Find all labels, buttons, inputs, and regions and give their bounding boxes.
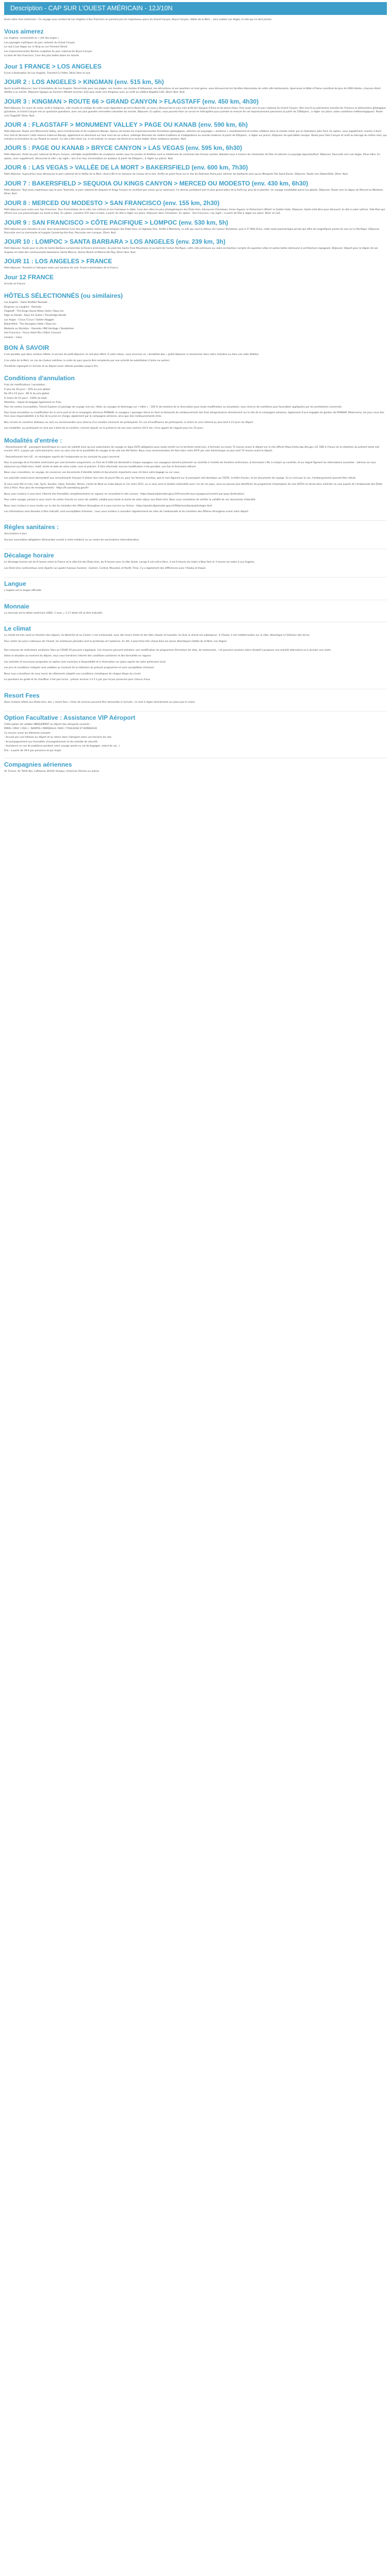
climat-heading: Le climat (4, 622, 387, 634)
assistance-paragraph: PARIS ( ORLY / CDG ) - NANTES / MARSEILLE / NICE / TOULOUSE ET BORDEAUX (4, 727, 97, 731)
banner-title: Description - CAP SUR L'OUEST AMÉRICAIN - 12J/10N (10, 5, 173, 12)
formalites-paragraph: Pour votre voyage, pensez à vous munir de cartes d'accès en cours de validité, valable pour toute la durée de votre séjour aux États-Unis. Nous vous conseillons de vérifier la validité de vos documents d'identité. (4, 499, 256, 502)
decalage-heading: Décalage horaire (4, 549, 387, 561)
bon-savoir-heading: BON À SAVOIR (4, 344, 50, 352)
conditions-paragraph: À moins de 15 jours : 100% du total. (4, 397, 48, 400)
day-title: JOUR 7 : BAKERSFIELD > SEQUOIA OU KINGS CANYON > MERCED OU MODESTO (env. 430 km, 6h30) (4, 179, 308, 187)
day-text: Petit-déjeuner. Transfert à l'aéroport selon vos horaires de vols. Envol à destination de la France. (4, 267, 119, 270)
day-block (4, 120, 387, 141)
formalites-paragraph: Pour le passage de la frontière américaine par voie terrestre uniquement, un frais de 6 USD est demandé à chaque voyageur. Les voyageurs doivent présenter au contrôle à l'entrée de frontière américaine, le formulaire I-94, à remplir au contrôle, et sur lequel figurent les informations suivantes : adresse où vous séjournez aux États-Unis, motif, durée et date de votre visite, nom et prénom. À titre informatif, aucune modification n'est possible, une fois le formulaire délivré. (4, 462, 376, 468)
highlight-item: Les paysages mythiques du parc national du Grand Canyon (4, 41, 75, 44)
highlights-list (4, 37, 387, 58)
covid-paragraph: Le pourboire du guide et du chauffeur n'est pas inclus : prévoir environ 3 à 5 $ par jour et par personne pour chacun d'eux. (4, 679, 151, 682)
covid-paragraph: Des mesures de restrictions sanitaires liées au COVID-19 peuvent s'appliquer. Ces mesures peuvent entraîner une modification du programme (fermeture de sites, de restaurants...) et peuvent conduire notre réceptif à proposer une activité alternative ou à annuler une visite. (4, 649, 332, 652)
formalites-paragraph: Nous vous conseillons, en voyage, de conserver vos documents d'identité, billets et documents importants sous clé dans votre bagage ou sur vous. (4, 471, 180, 474)
day-block (4, 163, 387, 176)
day-title: JOUR 6 : LAS VEGAS > VALLÉE DE LA MORT > BAKERSFIELD (env. 600 km, 7h30) (4, 164, 248, 172)
day-block (4, 179, 387, 196)
assistance-paragraph: - Accompagnement aux formalités d'enregistrement et de contrôle de sécurité (4, 740, 97, 743)
compagnies-text: Air France, Air Tahiti Nui, Lufthansa, British Airways, American Airlines ou autres. (4, 770, 100, 773)
conditions-heading: Conditions d'annulation (4, 375, 75, 382)
day-text: Arrivée en France. (4, 282, 26, 285)
day-title: JOUR 3 : KINGMAN > ROUTE 66 > GRAND CANYON > FLAGSTAFF (env. 450 km, 4h30) (4, 97, 259, 105)
day-text: Petit-déjeuner. En cours de route, arrêt à Seligman, ville musée et vestige de cette route légendaire qu'est la Route 66, où vous y découvrirez le plus vieil arrêt de l'époque d'Elvis et de James Dean. Puis route vers le parc national du Grand Canyon. Site inscrit au patrimoine mondial de l'Unesco et phénomène géologique grandiose, le Grand Canyon est un spectacle grandiose, avec ses plus grandes merveilles naturelles du monde. Déjeuner. En option, vous pourrez faire un survol en hélicoptère pour prendre la mesure de cet impressionnant panorama (à partir de 259$/pers., à régler sur place, selon conditions météorologiques). Route vers Flagstaff. Dîner. Nuit. (4, 107, 386, 117)
day-text: Petit-déjeuner. Tout aussi majestueux que le parc Yosemite, le parc national de Sequoia et Kings Canyon ne recèlent pas moins qu'un saisissant. Ce dernier parfaitant tout le plus grand arbre de la forêt sur plus de la planète. Un voyage inoubliable parmi les géants. Déjeuner. Route vers la région de Merced ou Modesto. Dîner. Nuit. (4, 189, 384, 196)
day-block (4, 97, 387, 118)
covid-paragraph: Selon la situation au moment du départ, nous vous tiendrons informé des conditions sanitaires et des formalités en vigueur. (4, 655, 152, 658)
day-block (4, 198, 387, 216)
formalites-paragraph: Si vous avez été en Iran, Irak, Syrie, Soudan, Libye, Somalie, Yémen, Corée du Nord ou Cuba depuis le 1er mars 2011, ou si vous avez la double nationalité avec l'un de ces pays, vous ne pouvez plus bénéficier du programme d'exemption de visa (ESTA) et devez donc solliciter un visa auprès de l'ambassade des États-Unis à Paris. Pour plus de renseignements : https://fr.usembassy.gov/fr/ (4, 483, 383, 490)
resort-text: Dans certains hôtels aux États-Unis, des « resort fees » (frais de service) peuvent être demandés à l'arrivée ; ils sont à régler directement sur place par le client. (4, 701, 196, 704)
conditions-list (4, 383, 387, 404)
hotels-list (4, 301, 387, 340)
assistance-list (4, 723, 387, 753)
day-text: Petit-déjeuner puis route vers San Francisco. Tour d'orientation de la ville, ses collines et ses tramways à câble, l'une des villes les plus photogéniques des États-Unis, découvrez Chinatown, Union Square, le Fisherman's Wharf, le Golden Gate. Déjeuner. Après-midi libre pour découvrir la ville à votre rythme. Ville-Pass qui offrent une vue panoramique sur toute la baie. En option, croisière d'1h dans la baie, à partir de 30$ à régler sur place. Déjeuner dans Chinatown. En option : San Francisco « by night » à partir de 65$ à régler sur place. Dîner et nuit. (4, 208, 385, 215)
day-text: Petit-déjeuner. Route vers Monument Valley, terre immémoriale et de sculptures Navajo. Aperçu de toutes les impressionnantes formations géologiques, admirez ces paysages « westerns » mondialement et rendus célèbres dans le monde entier par le réalisateur John Ford. En option, vous supplément, monter à bord d'un 4x4 et découvrir cette réserve indienne Navajo, également en dessinant sur tout vivre de sa culture, mélange étonnant de vieilles traditions et d'adaptations au monde moderne (à partir de 65$/pers., à régler sur place). Déjeuner de spécialités navajos. Route pour Glen Canyon et arrêt au barrage du même nom, qui entraîna la formation du Lac Powell en amont. Ce site a été choisi car, à cet endroit, le canyon est étroit et la roche stable. Dîner ambiance western. Nuit. (4, 130, 387, 141)
regles-paragraph: Aucune vaccination obligatoire (Demandez conseil à votre médecin ou au centre de vaccinations internationales). (4, 538, 140, 541)
itinerary (4, 62, 387, 286)
hotels-heading: HÔTELS SÉLECTIONNÉS (ou similaires) (4, 292, 123, 300)
day-text: Envol à destination de Los Angeles. Transfert à l'hôtel. Dîner libre et nuit. (4, 72, 91, 75)
langue-text: L'anglais est la langue officielle. (4, 589, 42, 592)
day-title: JOUR 11 : LOS ANGELES > FRANCE (4, 258, 112, 265)
assistance-paragraph: Cette option est valable UNIQUEMENT au départ des aéroports suivants : (4, 723, 91, 726)
hotel-item: Las Vegas : Circus Circus / Golden Nugget (4, 318, 54, 321)
regles-paragraph: Vaccinations à jour. (4, 533, 27, 536)
decalage-paragraph: Le décalage horaire est de 6 heures entre la France et la côte Est des États-Unis, de 9 heures avec la côte Ouest. Lorsqu'il est midi à Paris, il est 6 heures du matin à New York et 3 heures du matin à Los Angeles. (4, 561, 255, 564)
assistance-paragraph: Ce service inclut les éléments suivants : (4, 732, 52, 735)
hotel-item: Bakersfield : The Hourglass Hotel / Days Inn (4, 323, 56, 326)
day-text: Petit-déjeuner. Route pour la ville de Santa Barbara surnommée la Riviera américaine. Au pied des Santa Ynez Mountains et au bord de l'océan Pacifique, cette ville précieuse au cadre enchanteur compte de superbes villas et autres belles demeures à architecture espagnole. Déjeuner. Départ pour la région de Los Angeles et visite des communautés balnéaires Santa Monica, Venice Beach et Marina Del Rey. Dîner libre. Nuit. (4, 247, 378, 254)
monnaie-text: La monnaie est le dollar américain (USD). 1 euro = 1,17 dollar US (à titre indicatif). (4, 612, 103, 615)
formalites-paragraph: - Ressortissants hors UE : se renseigner auprès de l'ambassade ou du consulat du pays concerné. (4, 455, 120, 459)
decalage-paragraph: Les États-Unis continentaux sont répartis sur quatre fuseaux horaires : Eastern, Central, Mountain et Pacific Time. Il y a également des différences avec l'Alaska et Hawaï. (4, 567, 206, 570)
conditions-paragraph: Nos circuits et croisières (bateaux ou non) ou recommandés sous réserve d'un nombre minimum de participants. En cas d'insuffisance de participants, le client en sera informé au plus tard à 21 jours du départ. (4, 421, 254, 424)
climat-paragraph: Pour visiter les parcs nationaux de l'Ouest, les meilleures périodes sont le printemps et l'automne. En été, il peut faire très chaud dans les zones désertiques (Vallée de la Mort, Las Vegas). (4, 640, 227, 643)
formalites-paragraph: - Ressortissants UE : passeport biométrique en cours de validité ainsi qu'une autorisation de voyage en ligne ESTA obligatoire pour toute entrée sur le territoire américain, à formuler au moins 72 heures avant le départ sur le site officiel https://esta.cbp.dhs.gov (21 USD à l'heure de la rédaction du présent texte soit environ 19 €, à payer par carte bancaire), avec ou sans visa de la possibilité de voyage et de vols ont été fixées. Nous vous recommandons de faire faire votre ESTA par voie électronique au plus tard 72 heures avant le départ. (4, 446, 380, 453)
covid-section (4, 649, 387, 682)
day-title: JOUR 5 : PAGE OU KANAB > BRYCE CANYON > LAS VEGAS (env. 595 km, 6h30) (4, 144, 242, 152)
day-text: Petit-déjeuner puis direction le sud. Vous emprunterez l'une des plus belles routes panoramiques des États-Unis, la Highway One. Arrêts à Monterey, la ville qui vaut le détour de l'auteur Steinbeck, puis à 17 Mile Drive, cette route panoramique privée qui offre de magnifiques points de vue sur le Pacifique. Déjeuner. Poursuite vers la charmante et huppée Carmel-by-the-Sea. Poursuite vers Lompoc. Dîner. Nuit. (4, 228, 380, 234)
conditions-paragraph: Les modalités, ou participant ne sera pas à bord de la croisière, comme stipulé, en la présence de nos sous comme (10 € etc.) d'un appart de l'appart pour les 15 jours. (4, 427, 204, 430)
day-block (4, 77, 387, 95)
conditions-paragraph: Frais de modifications / annulation : (4, 384, 47, 387)
day-block (4, 237, 387, 255)
conditions-paragraph: Pour toute annulation ou modification de la vol le part et de la compagnie aérienne RYANAIR, le voyageur / passager devra en faire la demande de remboursement des frais aéroportuaires directement sur le site de la compagnie aérienne, également d'une engagée de gestion de RYANAIR. Néanmoins, les pour ceux des frais sous responsabilités à la fois de la prise en charge, également par la compagnie aérienne, ainsi que des remboursements émis. (4, 412, 384, 418)
assistance-paragraph: - Assistance en cas de problème pendant votre voyage (perte ou vol de bagages, retard de vol...) (4, 745, 120, 748)
hotel-item: Page ou Kanab : Days Inn Suites / Travelodge Kanab (4, 314, 66, 317)
day-title: Jour 1 FRANCE > LOS ANGELES (4, 62, 102, 70)
assistance-paragraph: - Accueil par une hôtesse au départ et au retour dans l'aéroport selon vos horaires de vols (4, 736, 111, 739)
highlights-heading: Vous aimerez (4, 28, 44, 36)
assistance-paragraph: Prix : à partir de 39 € par personne et par trajet. (4, 749, 62, 752)
highlight-item: Les impressionnantes flèches sculptées du parc national de Bryce Canyon (4, 50, 92, 53)
day-text: Petit-déjeuner. Visite du parc national de Bryce Canyon, véritable amphithéâtre de sculptures rosées sous les pentes et fenêtres sont le traitement de centaines des formes variées. Baladez-vous à travers les cheminées de fées et admirez ce paysage époustouflant. Déjeuner. Poursuite vers Las Vegas. Dîner libre. En option, avec supplément, découvrez la ville « by night » lors d'un tour d'orientation en autobus (à partir de 65$/pers., à régler sur place). Nuit. (4, 154, 380, 160)
bon-savoir-paragraph: Transferts regroupés à l'arrivée et au départ (avec attente possible jusqu'à 2h). (4, 365, 99, 368)
description-banner (4, 2, 387, 15)
resort-heading: Resort Fees (4, 689, 387, 701)
conditions-paragraph: À plus de 30 jours : 35% du prix global (4, 388, 51, 391)
covid-paragraph: Les prix et conditions indiqués sont valables au moment de la rédaction du présent programme et sont susceptibles d'évoluer. (4, 667, 155, 670)
day-block (4, 143, 387, 161)
day-title: Jour 12 FRANCE (4, 273, 54, 281)
compagnies-heading: Compagnies aériennes (4, 758, 387, 770)
climat-paragraph: Le climat est très varié en fonction des régions. Au Nord-Est et au Centre, il est continental, avec des hivers froids et des étés chauds et humides. Au Sud, le climat est subtropical ; à l'Ouest, il est méditerranéen sur la côte, désertique à l'intérieur des terres. (4, 634, 311, 637)
highlight-item: La nuit à Las Vegas sur le Strip ou sur Fremont Street (4, 46, 68, 49)
day-text: Petit-déjeuner. Aujourd'hui vous découvrez le parc national de la Vallée de la Mort, situé à 80 m en dessous du niveau de la mer. Arrêts en point focal sur le site de Zabriskie Point pour admirer les badlands ainsi qu'au Mesquite Flat Sand Dunes. Déjeuner. Route vers Bakersfield. Dîner. Nuit. (4, 173, 349, 176)
highlight-item: La baie de San Francisco, l'une des plus belles baies du monde (4, 55, 79, 58)
formalites-paragraph: Nous vous invitons à vous rendre sur le site du ministère des Affaires étrangères et à vous inscrire sur Ariane : https://pastel.diplomatie.gouv.fr/fildariane/dyn/public/login.html (4, 504, 213, 507)
day-title: JOUR 8 : MERCED OU MODESTO > SAN FRANCISCO (env. 155 km, 2h30) (4, 199, 220, 207)
formalites-heading: Modalités d'entrée : (4, 436, 62, 444)
formalites-paragraph: Les informations sont données à titre indicatif, sont susceptibles d'évoluer ; nous vous invitons à consulter régulièrement les sites de l'ambassade et du ministère des Affaires étrangères avant votre départ. (4, 511, 249, 513)
hotel-item: Modesto ou Stockton : Ramada / BW Heritage / Doubletree (4, 327, 74, 330)
intro-text: Vivez votre rêve américain ! Ce voyage vous conduit de Los Angeles à San Francisco en passant par les majestueux parcs du Grand Canyon, Bryce Canyon, Vallée de la Mort... sans oublier Las Vegas, la ville qui ne dort jamais. (4, 18, 272, 21)
assistance-heading: Option Facultative : Assistance VIP Aéroport (4, 711, 387, 723)
hotel-item: San Francisco : Focus Hotel Sfo / Hilton Concord (4, 332, 61, 335)
monnaie-heading: Monnaie (4, 600, 387, 612)
day-title: JOUR 2 : LOS ANGELES > KINGMAN (env. 515 km, 5h) (4, 78, 164, 86)
day-title: JOUR 9 : SAN FRANCISCO > CÔTE PACIFIQUE > LOMPOC (env. 530 km, 5h) (4, 218, 229, 226)
covid-paragraph: Nous vous conseillons de vous munir de vêtements adaptés aux conditions climatiques de chaque étape du circuit. (4, 672, 141, 675)
hotel-item: Flagstaff : The Kings House Motor Hotel / Days Inn (4, 310, 64, 313)
hotel-item: Lompoc : Lotus (4, 336, 22, 339)
bon-savoir-paragraph: Il est possible que dans certains hôtels, le service de petit-déjeuner ne soit plus offert. À votre retour, vous recevrez un « breakfast box » (petit-déjeuner à consommer dans votre chambre ou dans une salle dédiée). (4, 353, 259, 357)
formalites-paragraph: Les autorités américaines demandent aux ressortissants français d'utiliser leur nom de jeune fille ou, pour les femmes mariées, que le nom figurant sur le passeport soit identique sur l'ESTA, le billet d'avion, et les documents de voyage. Si ce n'est pas le cas, l'embarquement pourrait être refusé. (4, 477, 356, 480)
conditions-paragraph: De 30 à 15 jours : 80 % du prix global (4, 393, 50, 396)
day-text: Après le petit-déjeuner, tour d'orientation de Los Angeles. Renommée pour ses plages, ses musées, ses studios d'Hollywood, ses attractions et ses quartiers en tout genre, vous découvrirez les facettes étonnantes de cette ville tentaculaire. Apercevez le Walk of Fame constitué de plus de 2000 étoiles, chacune étant dédiée à un artiste. Déjeuner typique au Farmer's Market (environ 1/2j) puis route vers Kingman avec un arrêt au célèbre Bagdad Café. Dîner libre. Nuit. (4, 87, 381, 94)
conditions-paragraph: Pour les ventes incomplètes, Transit Explorer et package de voyage (vol sec, hôtel, ou voyage) et dommage sur « hôtel » : 100 % de montant de la réservation pour toute modification ou annulation, sous réserve de conditions plus favorables appliquées par les prestataires concernés. (4, 405, 343, 409)
hotel-item: Kingman ou Laughlin : Ramada (4, 306, 41, 309)
day-block (4, 257, 387, 270)
covid-paragraph: Les activités et excursions proposées en option sont soumises à disponibilité et à réservation sur place auprès de notre partenaire local. (4, 660, 167, 664)
regles-heading: Règles sanitaires : (4, 520, 387, 532)
bon-savoir-paragraph: Il se visite de la Mort, en cas de chaleur extrême, la visite du parc pourra être remplacée par une activité de substitution (Calico ou autres). (4, 359, 170, 362)
highlight-item: Los Angeles, surnommée la « cité des anges » (4, 37, 59, 40)
hotel-item: Los Angeles : Hotel Stadtler Norwalk (4, 301, 47, 304)
day-title: JOUR 10 : LOMPOC > SANTA BARBARA > LOS ANGELES (env. 239 km, 3h) (4, 238, 225, 246)
conditions-paragraph: Attention : lequel de bagage également en frais. (4, 401, 62, 404)
formalites-paragraph: Nous vous invitons à vous tenir informé des formalités complémentaires en vigueur en consultant le site suivant : https://www.diplomatie.gouv.fr/fr/conseils-aux-voyageurs/conseils-par-pays-destination/ (4, 493, 245, 496)
day-block (4, 62, 387, 75)
day-block (4, 218, 387, 235)
langue-heading: Langue (4, 577, 387, 589)
page (0, 0, 391, 781)
day-block (4, 273, 387, 286)
day-title: JOUR 4 : FLAGSTAFF > MONUMENT VALLEY > PAGE OU KANAB (env. 590 km, 6h) (4, 121, 248, 129)
